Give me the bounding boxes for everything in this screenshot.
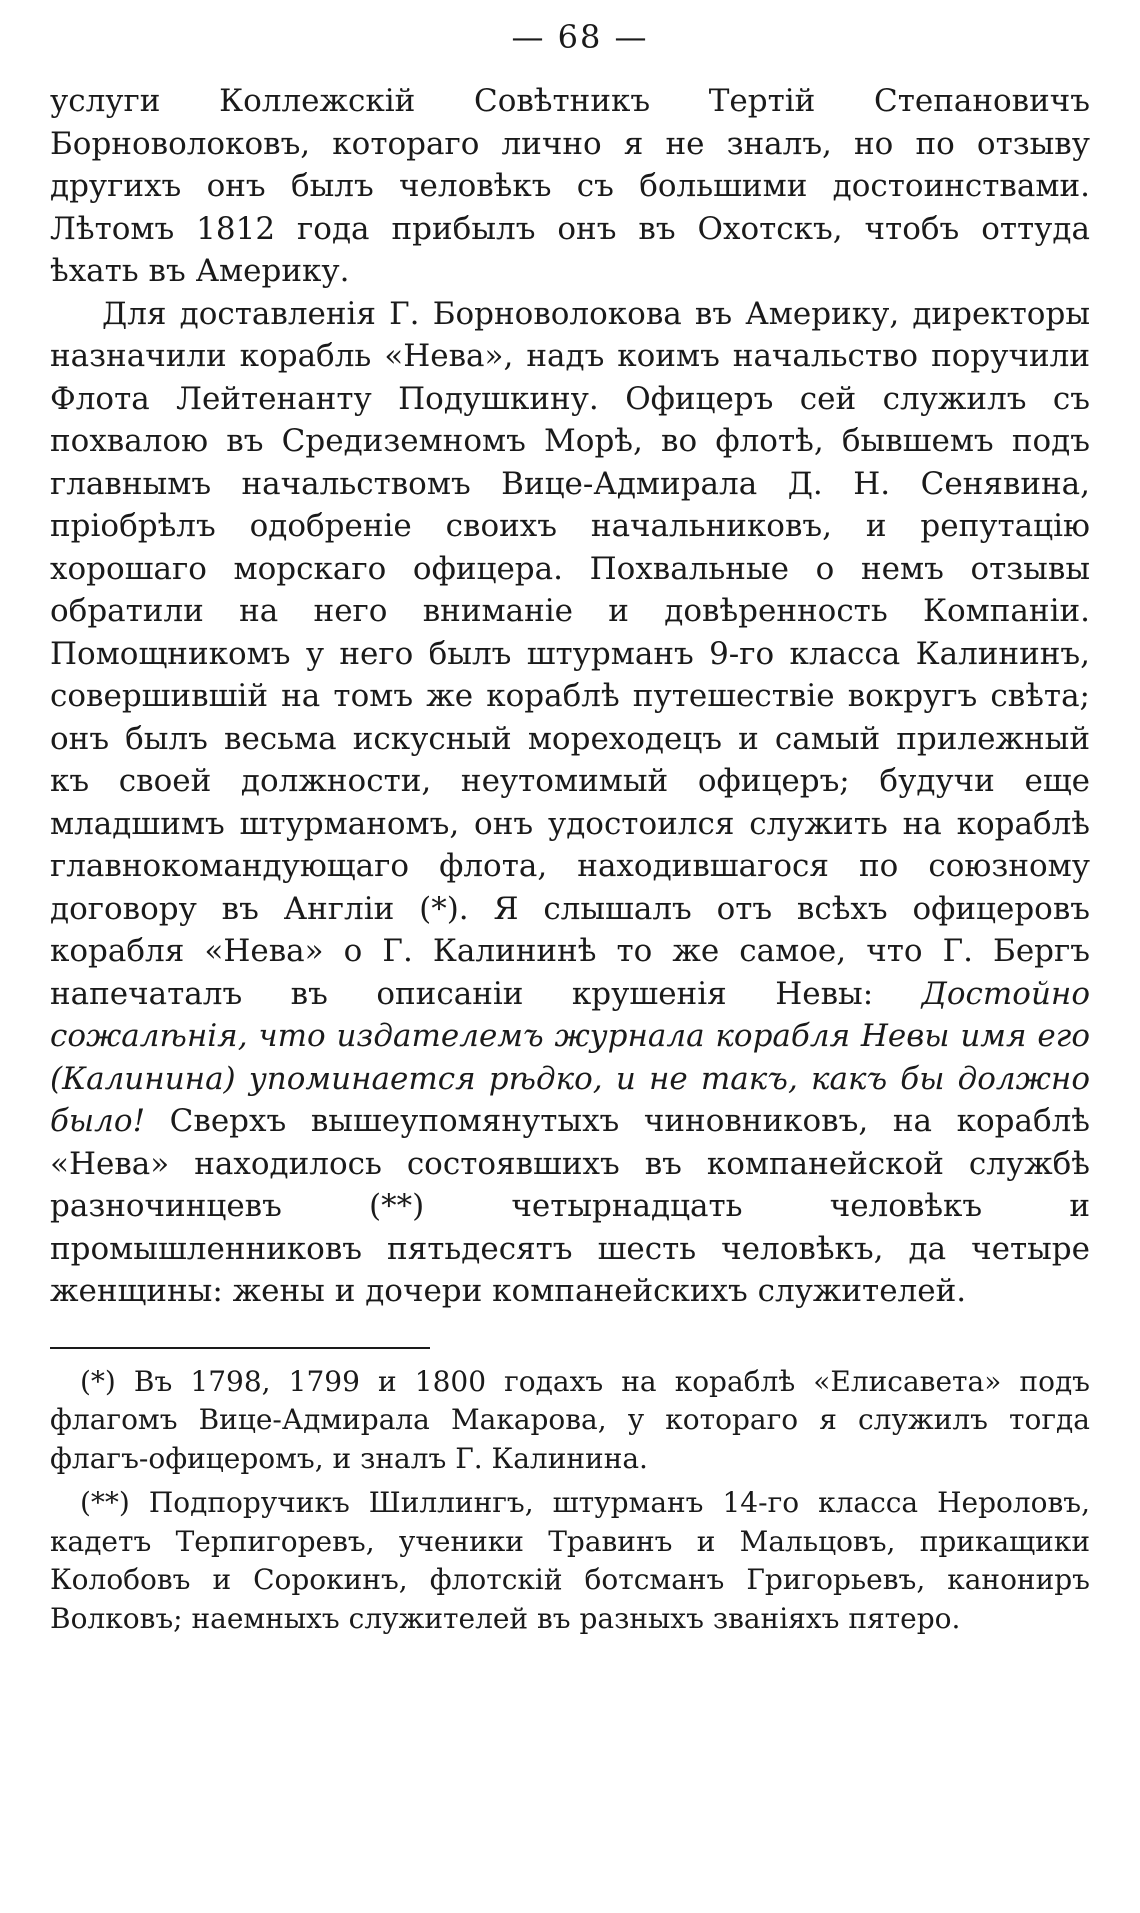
footnotes [50,1363,1090,1639]
paragraph-2-text-a: Для доставленія Г. Борноволокова въ Америку, директоры назначили корабль «Нева», надъ коимъ начальство поручили Флота Лейтенанту Подушкину. Офицеръ сей служилъ съ похвалою въ Средиземномъ Морѣ, во флотѣ, бывшемъ подъ главнымъ начальствомъ Вице-Адмирала Д. Н. Сенявина, пріобрѣлъ одобреніе своихъ начальниковъ, и репутацію хорошаго морскаго офицера. Похвальные о немъ отзывы обратили на него вниманіе и довѣренность Компаніи. Помощникомъ у него былъ штурманъ 9-го класса Калининъ, совершившій на томъ же кораблѣ путешествіе вокругъ свѣта; онъ былъ весьма искусный мореходецъ и самый прилежный къ своей должности, неутомимый офицеръ; будучи еще младшимъ штурманомъ, онъ удостоился служить на кораблѣ главнокомандующаго флота, находившагося по союзному договору въ Англіи (*). Я слышалъ отъ всѣхъ офицеровъ корабля «Нева» о Г. Калининѣ то же самое, что Г. Бергъ напечаталъ въ описаніи крушенія Невы: [50,295,1090,1012]
footnote-1: (*) Въ 1798, 1799 и 1800 годахъ на кораблѣ «Елисавета» подъ флагомъ Вице-Адмирала Макарова, у котораго я служилъ тогда флагъ-офицеромъ, и зналъ Г. Калинина. [50,1364,1090,1475]
paragraph-2 [50,293,1090,1313]
book-page [50,18,1090,1644]
paragraph-2-quotation: Достойно сожалѣнія, что издателемъ журнала корабля Невы имя его (Калинина) упоминается рѣдко, и не такъ, какъ бы должно было! [50,975,1090,1139]
page-number: — 68 — [511,18,649,56]
footnote-2: (**) Подпоручикъ Шиллингъ, штурманъ 14-го класса Нероловъ, кадетъ Терпигоревъ, ученики Травинъ и Мальцовъ, прикащики Колобовъ и Сорокинъ, флотскій ботсманъ Григорьевъ, канониръ Волковъ; наемныхъ служителей въ разныхъ званіяхъ пятеро. [50,1486,1090,1635]
paragraph-1: услуги Коллежскій Совѣтникъ Тертій Степановичъ Борноволоковъ, котораго лично я не зналъ, но по отзыву другихъ онъ былъ человѣкъ съ большими достоинствами. Лѣтомъ 1812 года прибылъ онъ въ Охотскъ, чтобъ оттуда ѣхать въ Америку. [50,83,1090,289]
paragraph-2-text-b: Сверхъ вышеупомянутыхъ чиновниковъ, на кораблѣ «Нева» находилось состоявшихъ въ компанейской службѣ разночинцевъ (**) четырнадцать человѣкъ и промышленниковъ пятьдесятъ шесть человѣкъ, да четыре женщины: жены и дочери компанейскихъ служителей. [50,1103,1090,1309]
main-text [50,80,1090,1313]
footnote-divider [50,1347,430,1349]
